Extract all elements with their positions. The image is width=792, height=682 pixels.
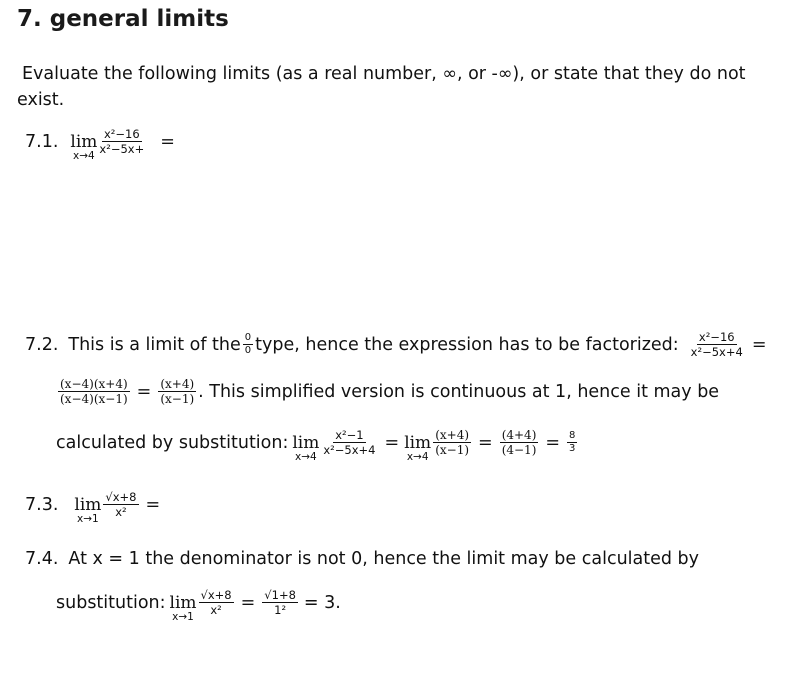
text: calculated by substitution:	[56, 432, 289, 453]
equals-sign: =	[751, 334, 767, 355]
lim-subscript: x→4	[73, 150, 95, 162]
lim-word: lim	[74, 495, 102, 515]
lim-subscript: x→4	[406, 451, 429, 463]
limit-operator	[74, 496, 101, 525]
zero-over-zero	[243, 332, 253, 357]
numerator: x²−1	[335, 428, 364, 442]
denominator: x²−5x+	[99, 142, 145, 156]
text: . This simplified version is continuous at 1, hence it may be	[198, 381, 720, 402]
problem-7-4-line-2	[56, 588, 341, 623]
numerator: 0	[244, 332, 252, 343]
limit-operator	[70, 133, 97, 162]
denominator: x²	[210, 603, 222, 617]
problem-7-2-line-2	[56, 377, 719, 406]
numerator: (4+4)	[501, 428, 537, 442]
denominator: (x−1)	[160, 392, 195, 406]
text: This is a limit of the	[68, 334, 241, 355]
problem-number: 7.2.	[25, 334, 59, 355]
fraction	[97, 127, 146, 156]
denominator: x²	[115, 505, 127, 519]
equals-sign: =	[160, 131, 175, 152]
problem-number: 7.4.	[25, 549, 59, 569]
fraction	[158, 377, 196, 406]
text: substitution:	[56, 592, 166, 613]
denominator: 1²	[274, 603, 287, 617]
lim-subscript: x→4	[295, 451, 317, 463]
equals-sign: =	[240, 592, 256, 613]
fraction	[689, 330, 745, 359]
lim-subscript: x→1	[77, 513, 99, 525]
problem-7-1	[25, 127, 180, 162]
fraction	[567, 430, 577, 455]
problem-number: 7.1.	[25, 131, 59, 152]
lim-word: lim	[292, 433, 320, 453]
fraction	[103, 490, 138, 519]
denominator: x²−5x+4	[690, 345, 743, 359]
numerator: (x+4)	[160, 377, 195, 391]
fraction	[58, 377, 130, 406]
numerator: 8	[569, 430, 576, 441]
lim-word: lim	[70, 132, 98, 152]
problem-7-2-line-1	[25, 330, 771, 359]
equals-sign: =	[384, 432, 400, 453]
equals-sign: =	[478, 432, 493, 453]
lim-subscript: x→1	[172, 611, 194, 623]
intro-line-1: Evaluate the following limits (as a real number, ∞, or -∞), or state that they do not	[22, 64, 746, 84]
fraction	[321, 428, 377, 457]
denominator: 3	[569, 443, 576, 454]
fraction	[199, 588, 234, 617]
numerator: (x−4)(x+4)	[60, 377, 128, 391]
equals-sign: =	[545, 432, 561, 453]
fraction	[433, 428, 471, 457]
limit-operator	[404, 434, 431, 463]
text: At x = 1 the denominator is not 0, hence the limit may be calculated by	[68, 549, 700, 569]
text: type, hence the expression has to be factorized:	[255, 334, 679, 355]
problem-7-4-line-1	[25, 549, 699, 569]
problem-7-3	[25, 490, 165, 525]
denominator: (x−4)(x−1)	[60, 392, 128, 406]
limit-operator	[292, 434, 319, 463]
intro-line-2: exist.	[17, 90, 65, 110]
lim-word: lim	[169, 593, 197, 613]
section-title: 7. general limits	[17, 6, 229, 32]
denominator: 0	[244, 345, 252, 356]
problem-number: 7.3.	[25, 494, 59, 515]
result-text: = 3.	[303, 592, 341, 613]
numerator: x²−16	[103, 127, 140, 141]
denominator: (x−1)	[435, 443, 470, 457]
problem-7-2-line-3	[56, 428, 579, 463]
denominator: (4−1)	[501, 443, 537, 457]
limit-operator	[170, 594, 197, 623]
fraction	[262, 588, 298, 617]
fraction	[500, 428, 539, 457]
numerator: (x+4)	[435, 428, 470, 442]
numerator: x²−16	[698, 330, 735, 344]
equals-sign: =	[136, 381, 152, 402]
denominator: x²−5x+4	[323, 443, 376, 457]
numerator: √1+8	[264, 588, 296, 602]
equals-sign: =	[145, 494, 161, 515]
lim-word: lim	[404, 433, 432, 453]
numerator: √x+8	[105, 490, 137, 504]
numerator: √x+8	[200, 588, 232, 602]
